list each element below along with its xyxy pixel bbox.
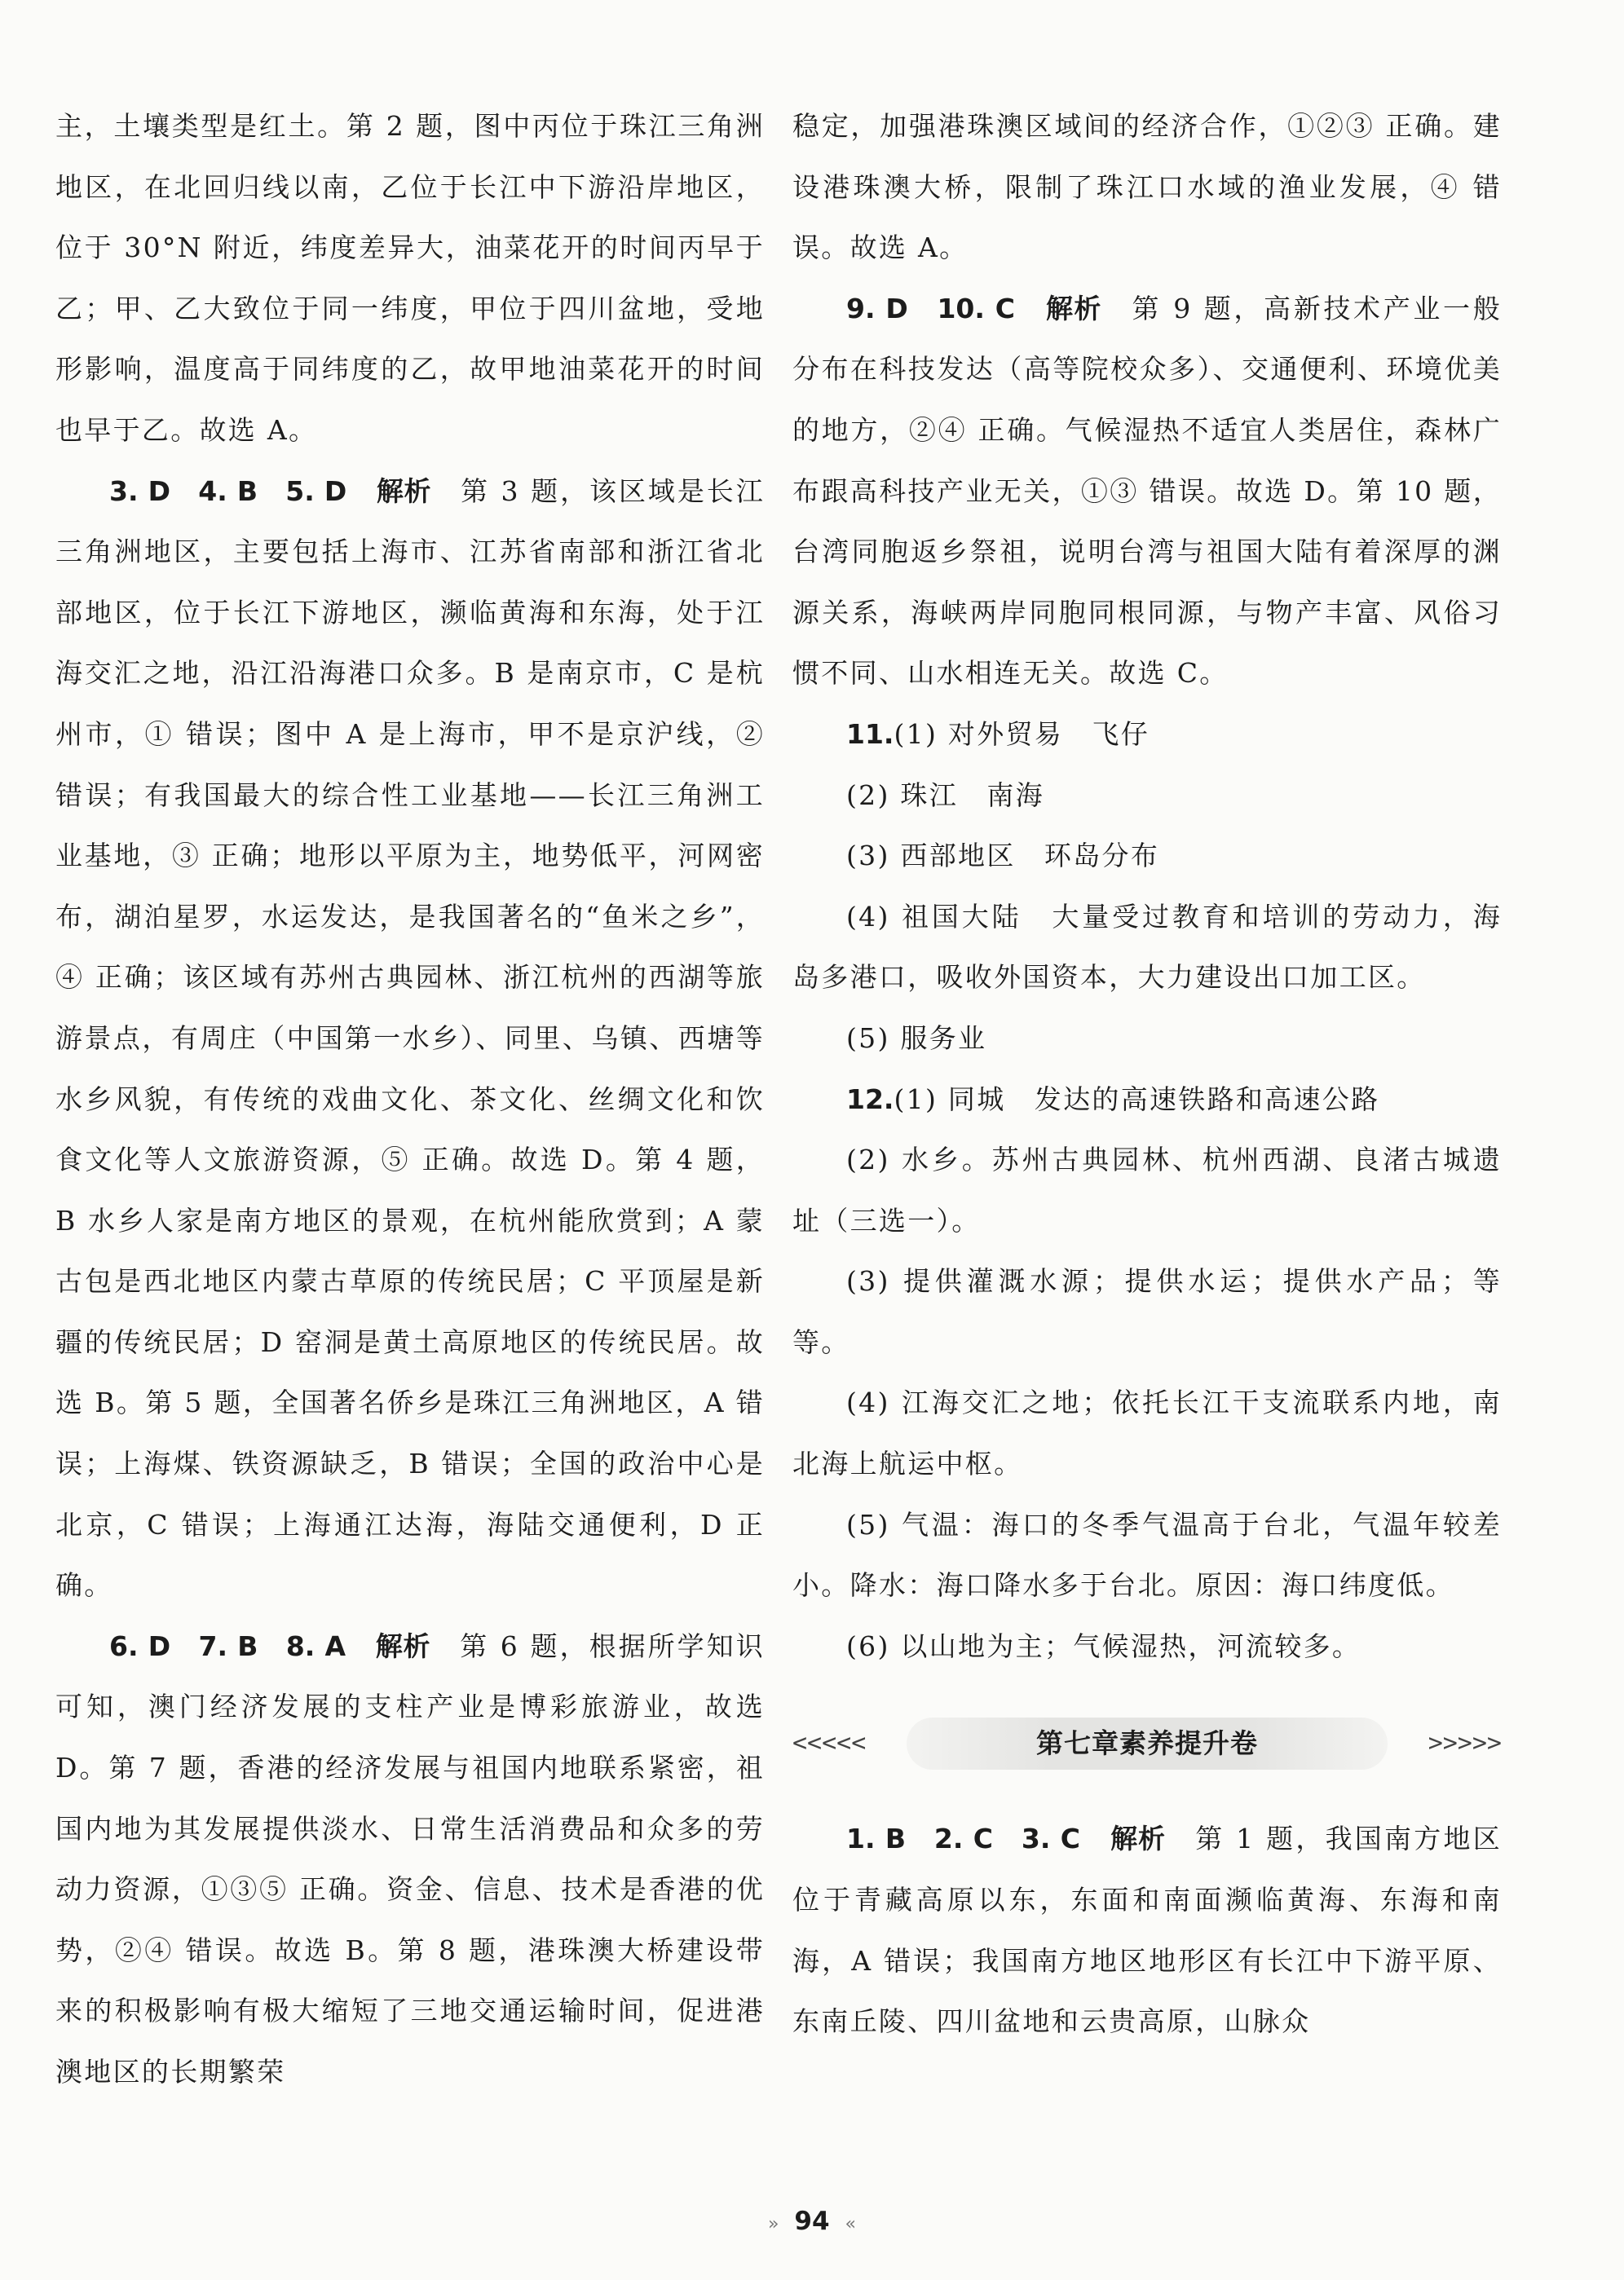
left-column [55, 96, 765, 2103]
section-banner [792, 1708, 1502, 1779]
paragraph: 稳定，加强港珠澳区域间的经济合作，①②③ 正确。建设港珠澳大桥，限制了珠江口水域的渔业发展，④ 错误。故选 A。 [792, 110, 1502, 264]
section-title-bar [907, 1718, 1388, 1770]
answer-key: 6. D 7. B 8. A [109, 1630, 346, 1662]
analysis-label: 解析 [1110, 1823, 1166, 1855]
answer-line [792, 1069, 1502, 1131]
paragraph-text: 第 9 题，高新技术产业一般分布在科技发达（高等院校众多）、交通便利、环境优美的地方，②④ 正确。气候湿热不适宜人类居住，森林广布跟高科技产业无关，①③ 错误。故选 D。第 10 题，台湾同胞返乡祭祖，说明台湾与祖国大陆有着深厚的渊源关系，海峡两岸同胞同根同源，与物产丰富、风俗习惯不同、山水相连无关。故选 C。 [792, 292, 1502, 690]
answer-text: (1) 同城 发达的高速铁路和高速公路 [894, 1083, 1380, 1115]
answer-key: 3. D 4. B 5. D [109, 474, 347, 507]
right-arrows-decoration: >>>>> [1428, 1729, 1502, 1758]
left-arrows-decoration: <<<<< [792, 1729, 867, 1758]
chevron-left-icon: « [845, 2214, 856, 2234]
answer-line: (2) 水乡。苏州古典园林、杭州西湖、良渚古城遗址（三选一）。 [792, 1144, 1502, 1237]
paragraph-text: 第 1 题，我国南方地区位于青藏高原以东，东面和南面濒临黄海、东海和南海，A 错误；我国南方地区地形区有长江中下游平原、东南丘陵、四川盆地和云贵高原，山脉众 [792, 1823, 1502, 2038]
paragraph-text: 第 6 题，根据所学知识可知，澳门经济发展的支柱产业是博彩旅游业，故选 D。第 7 题，香港的经济发展与祖国内地联系紧密，祖国内地为其发展提供淡水、日常生活消费品和众多的劳动力资源，①③⑤ 正确。资金、信息、技术是香港的优势，②④ 错误。故选 B。第 8 题，港珠澳大桥建设带来的积极影响有极大缩短了三地交通运输时间，促进港澳地区的长期繁荣 [55, 1630, 765, 2088]
answer-line: (2) 珠江 南海 [846, 778, 1044, 811]
answer-key: 11. [846, 717, 894, 750]
paragraph [792, 1809, 1502, 2052]
answer-line: (3) 提供灌溉水源；提供水运；提供水产品；等等。 [792, 1265, 1502, 1358]
answer-key: 1. B 2. C 3. C [846, 1823, 1080, 1855]
paragraph-text: 第 3 题，该区域是长江三角洲地区，主要包括上海市、江苏省南部和浙江省北部地区，位于长江下游地区，濒临黄海和东海，处于江海交汇之地，沿江沿海港口众多。B 是南京市，C 是杭州市，① 错误；图中 A 是上海市，甲不是京沪线，② 错误；有我国最大的综合性工业基地——长江三角洲工业基地，③ 正确；地形以平原为主，地势低平，河网密布，湖泊星罗，水运发达，是我国著名的“鱼米之乡”，④ 正确；该区域有苏州古典园林、浙江杭州的西湖等旅游景点，有周庄（中国第一水乡）、同里、乌镇、西塘等水乡风貌，有传统的戏曲文化、茶文化、丝绸文化和饮食文化等人文旅游资源，⑤ 正确。故选 D。第 4 题，B 水乡人家是南方地区的景观，在杭州能欣赏到；A 蒙古包是西北地区内蒙古草原的传统民居；C 平顶屋是新疆的传统民居；D 窑洞是黄土高原地区的传统民居。故选 B。第 5 题，全国著名侨乡是珠江三角洲地区，A 错误；上海煤、铁资源缺乏，B 错误；全国的政治中心是北京，C 错误；上海通江达海，海陆交通便利，D 正确。 [55, 474, 765, 1602]
answer-line: (3) 西部地区 环岛分布 [846, 840, 1160, 872]
answer-line: (6) 以山地为主；气候湿热，河流较多。 [846, 1630, 1361, 1662]
paragraph [55, 1616, 765, 2103]
answer-text: (1) 对外贸易 飞仔 [894, 717, 1150, 750]
analysis-label: 解析 [375, 1630, 431, 1662]
answer-line: (4) 祖国大陆 大量受过教育和培训的劳动力，海岛多港口，吸收外国资本，大力建设出口加工区。 [792, 900, 1502, 994]
paragraph [792, 279, 1502, 704]
answer-line: (4) 江海交汇之地；依托长江干支流联系内地，南北海上航运中枢。 [792, 1387, 1502, 1480]
paragraph: 主，土壤类型是红土。第 2 题，图中丙位于珠江三角洲地区，在北回归线以南，乙位于长江中下游沿岸地区，位于 30°N 附近，纬度差异大，油菜花开的时间丙早于乙；甲、乙大致位于同一纬度，甲位于四川盆地，受地形影响，温度高于同纬度的乙，故甲地油菜花开的时间也早于乙。故选 A。 [55, 110, 765, 446]
answer-line [792, 704, 1502, 765]
section-title: 第七章素养提升卷 [1036, 1727, 1258, 1760]
page-footer [0, 2207, 1624, 2236]
analysis-label: 解析 [1046, 292, 1102, 324]
answer-key: 9. D 10. C [846, 292, 1016, 324]
answer-line: (5) 气温：海口的冬季气温高于台北，气温年较差小。降水：海口降水多于台北。原因：海口纬度低。 [792, 1508, 1502, 1602]
paragraph [55, 461, 765, 1616]
right-column [792, 96, 1502, 2053]
page-number: 94 [794, 2207, 830, 2236]
chevron-right-icon: » [768, 2214, 779, 2234]
answer-line: (5) 服务业 [846, 1021, 987, 1054]
answer-key: 12. [846, 1083, 894, 1115]
analysis-label: 解析 [376, 474, 432, 507]
